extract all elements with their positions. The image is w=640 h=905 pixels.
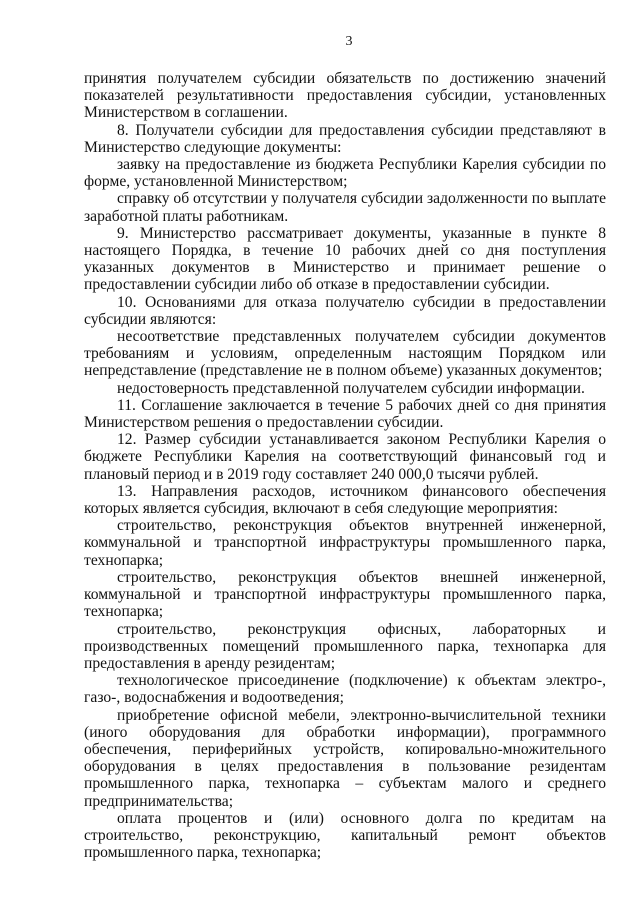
paragraph-10-item-mismatch: несоответствие представленных получателем субсидии документов требованиям и условиям, определенным настоящим Порядком или непредставление (представление не в полном объеме) указанных документов; <box>84 328 606 380</box>
paragraph-13-item-loans: оплата процентов и (или) основного долга по кредитам на строительство, реконструкцию, капитальный ремонт объектов промышленного парка, технопарка; <box>84 809 606 862</box>
paragraph-13-item-connection: технологическое присоединение (подключение) к объектам электро-, газо-, водоснабжения и водоотведения; <box>84 672 606 707</box>
paragraph-10-item-unreliability: недостоверность представленной получателем субсидии информации. <box>117 379 585 397</box>
paragraph-12: 12. Размер субсидии устанавливается законом Республики Карелия о бюджете Республики Карелия на соответствующий финансовый год и плановый период и в 2019 году составляет 240 000,0 тысячи рублей. <box>84 431 606 483</box>
paragraph-13-item-external-infrastructure: строительство, реконструкция объектов внешней инженерной, коммунальной и транспортной инфраструктуры промышленного парка, технопарка; <box>84 568 606 621</box>
paragraph-8: 8. Получатели субсидии для предоставления субсидии представляют в Министерство следующие документы: <box>84 121 606 156</box>
paragraph-13-item-internal-infrastructure: строительство, реконструкция объектов внутренней инженерной, коммунальной и транспортной инфраструктуры промышленного парка, технопарка; <box>84 517 606 569</box>
paragraph-13-item-equipment: приобретение офисной мебели, электронно-вычислительной техники (иного оборудования для обработки информации), программного обеспечения, периферийных устройств, копировально-множительного оборудования в целях предоставления в пользование резидентам промышленного парка, технопарка – субъектам малого и среднего предпринимательства; <box>84 706 606 810</box>
paragraph-10: 10. Основаниями для отказа получателю субсидии в предоставлении субсидии являются: <box>84 293 606 328</box>
paragraph-continuation: принятия получателем субсидии обязательств по достижению значений показателей результативности предоставления субсидии, установленных Министерством в соглашении. <box>84 70 606 122</box>
paragraph-13-item-premises: строительство, реконструкция офисных, лабораторных и производственных помещений промышленного парка, технопарка для предоставления в аренду резидентам; <box>84 620 606 672</box>
paragraph-8-item-application: заявку на предоставление из бюджета Республики Карелия субсидии по форме, установленной Министерством; <box>84 156 606 191</box>
page-number: 3 <box>345 34 353 49</box>
paragraph-9: 9. Министерство рассматривает документы, указанные в пункте 8 настоящего Порядка, в течение 10 рабочих дней со дня поступления указанных документов в Министерство и принимает решение о предоставлении субсидии либо об отказе в предоставлении субсидии. <box>84 224 606 294</box>
paragraph-8-item-certificate: справку об отсутствии у получателя субсидии задолженности по выплате заработной платы работникам. <box>84 190 607 225</box>
document-body <box>84 70 606 861</box>
paragraph-11: 11. Соглашение заключается в течение 5 рабочих дней со дня принятия Министерством решения о предоставлении субсидии. <box>84 396 606 432</box>
paragraph-13: 13. Направления расходов, источником финансового обеспечения которых является субсидия, включают в себя следующие мероприятия: <box>84 482 606 518</box>
